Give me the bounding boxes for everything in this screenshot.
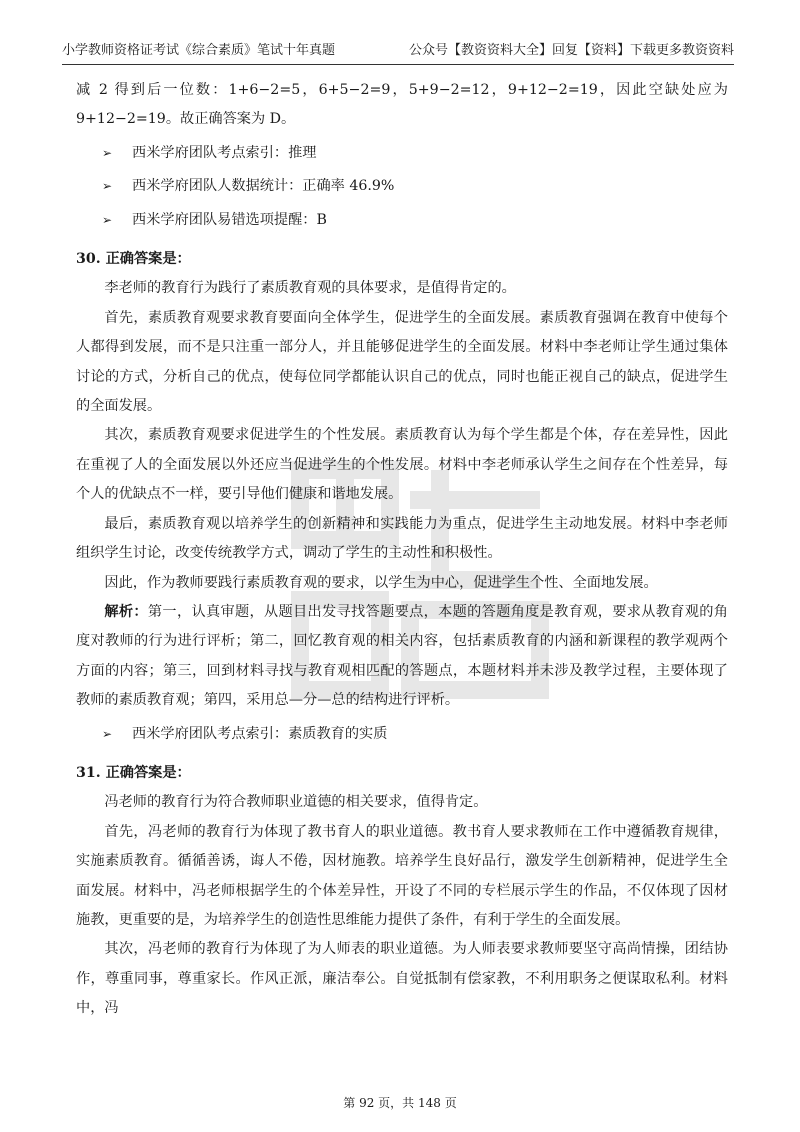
bullet-item: ➢ 西米学府团队考点索引：推理 — [76, 139, 728, 168]
bullet-item: ➢ 西米学府团队考点索引：素质教育的实质 — [76, 720, 728, 749]
page-header — [62, 38, 734, 65]
q30-paragraph: 首先，素质教育观要求教育要面向全体学生，促进学生的全面发展。素质教育强调在教育中使每个人都得到发展，而不是只注重一部分人，并且能够促进学生的全面发展。材料中李老师让学生通过集体讨论的方式，分析自己的优点，使每位同学都能认识自己的优点，同时也能正视自己的缺点，促进学生的全面发展。 — [76, 309, 728, 415]
q30-paragraph: 因此，作为教师要践行素质教育观的要求，以学生为中心，促进学生个性、全面地发展。 — [104, 574, 658, 591]
intro-line: 减 2 得到后一位数：1+6−2=5，6+5−2=9，5+9−2=12，9+12−2=19，因此空缺处应为 9+12−2=19。故正确答案为 D。 — [76, 82, 728, 128]
header-left-title: 小学教师资格证考试《综合素质》笔试十年真题 — [62, 43, 336, 58]
page-content — [76, 76, 728, 1024]
arrow-bullet-icon: ➢ — [102, 179, 113, 194]
page-number: 第 92 页，共 148 页 — [343, 1096, 457, 1110]
question-31-title: 31. 正确答案是： — [76, 764, 191, 781]
question-30-title: 30. 正确答案是： — [76, 251, 191, 268]
q30-paragraph: 其次，素质教育观要求促进学生的个性发展。素质教育认为每个学生都是个体，存在差异性，因此在重视了人的全面发展以外还应当促进学生的个性发展。材料中李老师承认学生之间存在个性差异，每个人的优缺点不一样，要引导他们健康和谐地发展。 — [76, 427, 728, 503]
q30-analysis: 解析：第一，认真审题，从题目出发寻找答题要点，本题的答题角度是教育观，要求从教育观的角度对教师的行为进行评析；第二，回忆教育观的相关内容，包括素质教育的内涵和新课程的教学观两个方面的内容；第三，回到材料寻找与教育观相匹配的答题点，本题材料并未涉及教学过程，主要体现了教师的素质教育观；第四，采用总—分—总的结构进行评析。 — [76, 603, 728, 709]
arrow-bullet-icon: ➢ — [102, 212, 113, 227]
arrow-bullet-icon: ➢ — [102, 145, 113, 160]
q31-paragraph: 其次，冯老师的教育行为体现了为人师表的职业道德。为人师表要求教师要坚守高尚情操，团结协作，尊重同事，尊重家长。作风正派，廉洁奉公。自觉抵制有偿家教，不利用职务之便谋取私利。材料中，冯 — [76, 941, 728, 1017]
q30-paragraph: 李老师的教育行为践行了素质教育观的具体要求，是值得肯定的。 — [104, 280, 516, 297]
analysis-label: 解析： — [104, 603, 148, 620]
q31-paragraph: 冯老师的教育行为符合教师职业道德的相关要求，值得肯定。 — [104, 794, 488, 811]
arrow-bullet-icon: ➢ — [102, 726, 113, 741]
q31-paragraph: 首先，冯老师的教育行为体现了教书育人的职业道德。教书育人要求教师在工作中遵循教育规律，实施素质教育。循循善诱，诲人不倦，因材施教。培养学生良好品行，激发学生创新精神，促进学生全面发展。材料中，冯老师根据学生的个体差异性，开设了不同的专栏展示学生的作品，不仅体现了因材施教，更重要的是，为培养学生的创造性思维能力提供了条件，有利于学生的全面发展。 — [76, 823, 728, 928]
q30-paragraph: 最后，素质教育观以培养学生的创新精神和实践能力为重点，促进学生主动地发展。材料中李老师组织学生讨论，改变传统教学方式，调动了学生的主动性和积极性。 — [76, 515, 728, 562]
bullet-item: ➢ 西米学府团队易错选项提醒：B — [76, 206, 728, 235]
header-right-notice: 公众号【教资资料大全】回复【资料】下载更多教资资料 — [408, 43, 734, 58]
bullet-item: ➢ 西米学府团队人数据统计：正确率 46.9% — [76, 172, 728, 201]
